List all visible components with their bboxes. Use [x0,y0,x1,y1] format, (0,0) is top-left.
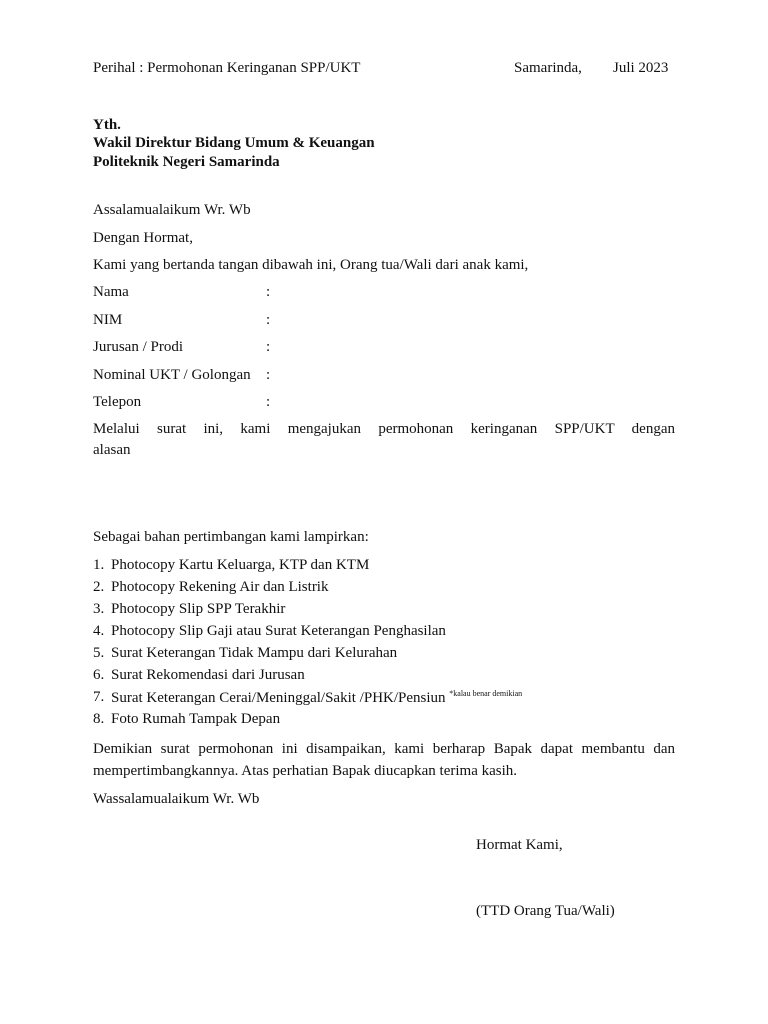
list-text: Photocopy Rekening Air dan Listrik [111,579,329,595]
field-label: Jurusan / Prodi [93,339,183,355]
list-text: Foto Rumah Tampak Depan [111,711,281,727]
list-item [0,623,768,643]
list-text-main: Surat Keterangan Cerai/Meninggal/Sakit /PHK/Pensiun [111,690,446,706]
reason-line-2: alasan [93,442,131,458]
recipient-line-1: Wakil Direktur Bidang Umum & Keuangan [93,135,375,151]
field-label: Nominal UKT / Golongan [93,367,251,383]
subject-line: Perihal : Permohonan Keringanan SPP/UKT [93,60,361,76]
list-text: Photocopy Kartu Keluarga, KTP dan KTM [111,557,370,573]
list-number: 2. [93,579,105,595]
signature-regards: Hormat Kami, [476,837,563,853]
list-item [0,579,768,599]
list-item [0,711,768,731]
date: Juli 2023 [613,60,669,76]
attachments-intro: Sebagai bahan pertimbangan kami lampirkan: [93,529,369,545]
greeting: Assalamualaikum Wr. Wb [93,202,251,218]
reason-line-1: Melalui surat ini, kami mengajukan permohonan keringanan SPP/UKT dengan [93,421,675,437]
field-colon: : [266,284,271,300]
list-item [0,645,768,665]
field-colon: : [266,312,271,328]
list-item [0,557,768,577]
recipient-yth: Yth. [93,117,121,133]
intro-paragraph: Kami yang bertanda tangan dibawah ini, Orang tua/Wali dari anak kami, [93,257,529,273]
closing-line-1: Demikian surat permohonan ini disampaikan, kami berharap Bapak dapat membantu dan [93,741,675,757]
recipient-line-2: Politeknik Negeri Samarinda [93,154,280,170]
city: Samarinda, [514,60,582,76]
farewell: Wassalamualaikum Wr. Wb [93,791,260,807]
list-text: Photocopy Slip SPP Terakhir [111,601,286,617]
list-number: 8. [93,711,105,727]
footnote-note: *kalau benar demikian [449,689,523,698]
list-number: 3. [93,601,105,617]
field-row [0,339,768,359]
field-colon: : [266,367,271,383]
list-text [111,689,522,707]
field-row [0,394,768,414]
list-number: 1. [93,557,105,573]
list-number: 6. [93,667,105,683]
field-row [0,284,768,304]
field-colon: : [266,394,271,410]
list-text: Photocopy Slip Gaji atau Surat Keterangan Penghasilan [111,623,446,639]
field-colon: : [266,339,271,355]
list-number: 7. [93,689,105,705]
list-number: 4. [93,623,105,639]
list-item [0,667,768,687]
field-label: Telepon [93,394,142,410]
list-number: 5. [93,645,105,661]
signature-signer: (TTD Orang Tua/Wali) [476,903,615,919]
field-row [0,312,768,332]
list-item [0,689,768,709]
list-text: Surat Keterangan Tidak Mampu dari Kelurahan [111,645,398,661]
salutation: Dengan Hormat, [93,230,193,246]
field-label: NIM [93,312,123,328]
closing-line-2: mempertimbangkannya. Atas perhatian Bapak diucapkan terima kasih. [93,763,518,779]
list-item [0,601,768,621]
field-label: Nama [93,284,129,300]
field-row [0,367,768,387]
list-text: Surat Rekomendasi dari Jurusan [111,667,305,683]
